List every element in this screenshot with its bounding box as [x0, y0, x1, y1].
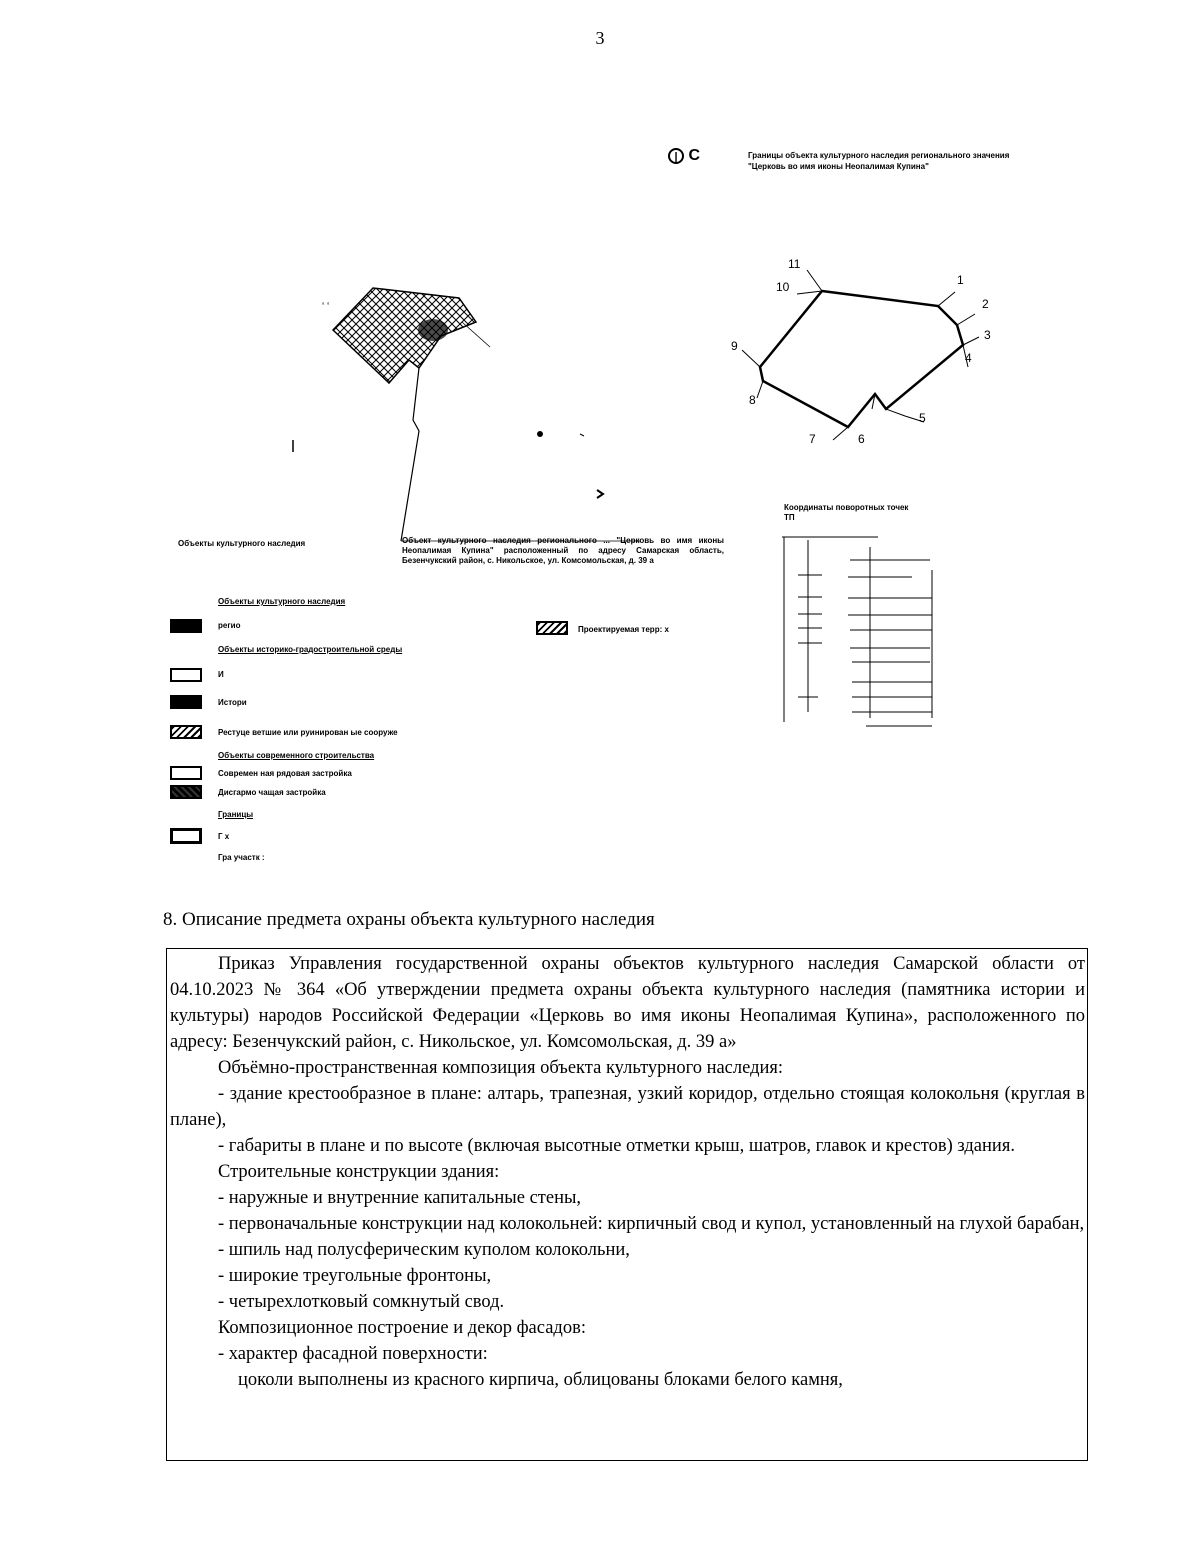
church-footprint — [418, 319, 448, 341]
okn-label: Объекты культурного наследия — [178, 539, 306, 548]
turn-point-11: 11 — [788, 257, 801, 271]
legend-swatch-history — [170, 695, 202, 709]
legend-swatch-border — [170, 828, 202, 844]
legend-swatch-i — [170, 668, 202, 682]
legend-swatch-modern — [170, 766, 202, 780]
turn-point-5: 5 — [919, 411, 926, 425]
coord-table-title: Координаты поворотных точек ТП — [784, 503, 909, 522]
svg-text:‘ ‘: ‘ ‘ — [322, 301, 330, 312]
structures-item-2: - первоначальные конструкции над колокольней: кирпичный свод и купол, установленный на глухой барабан, — [218, 1214, 1085, 1234]
structures-item-3: - шпиль над полусферическим куполом колокольни, — [218, 1240, 630, 1260]
legend-item-dissonant: Дисгармо чащая застройка — [218, 788, 326, 797]
facade-heading: Композиционное построение и декор фасадов: — [218, 1318, 586, 1338]
turn-point-9: 9 — [731, 339, 738, 353]
hatched-parcel — [333, 288, 476, 383]
boundary-title-line1: Границы объекта культурного наследия регионального значения — [748, 151, 1010, 160]
order-paragraph: Приказ Управления государственной охраны объектов культурного наследия Самарской области от 04.10.2023 № 364 «Об утверждении предмета охраны объекта культурного наследия (памятника истории и культуры) народов Российской Федерации «Церковь во имя иконы Неопалимая Купина», расположенного по адресу: Безенчукский район, с. Никольское, ул. Комсомольская, д. 39 а» — [170, 954, 1085, 1052]
north-label: С — [688, 147, 701, 164]
boundary-polygon — [760, 291, 963, 427]
turn-point-1: 1 — [957, 273, 964, 287]
volume-item-1: - здание крестообразное в плане: алтарь, трапезная, узкий коридор, отдельно стоящая колокольня (круглая в плане), — [170, 1084, 1085, 1130]
legend-swatch-dissonant — [170, 785, 202, 799]
compass-north-icon: | — [668, 148, 684, 164]
boundary-title-line2: "Церковь во имя иконы Неопалимая Купина" — [748, 162, 929, 171]
coordinates-table — [782, 537, 932, 726]
structures-item-1: - наружные и внутренние капитальные стены, — [218, 1188, 582, 1208]
page-number: 3 — [595, 28, 605, 48]
volume-heading: Объёмно-пространственная композиция объекта культурного наследия: — [218, 1058, 784, 1078]
structures-heading: Строительные конструкции здания: — [218, 1162, 500, 1182]
turn-point-3: 3 — [984, 328, 991, 342]
structures-item-5: - четырехлотковый сомкнутый свод. — [218, 1292, 505, 1312]
legend-swatch-restored — [170, 725, 202, 739]
turn-point-10: 10 — [776, 280, 790, 294]
structures-item-4: - широкие треугольные фронтоны, — [218, 1266, 492, 1286]
turn-point-labels — [731, 257, 991, 446]
legend-item-projected: Проектируемая терр: х — [578, 625, 669, 634]
object-description: Объект культурного наследия регионального ... "Церковь во имя иконы Неопалимая Купина" расположенный по адресу Самарская область, Безенчукский район, с. Никольское, ул. Комсомольская, д. 39 а — [402, 536, 724, 565]
legend-item-i: И — [218, 670, 224, 679]
protection-subject-text — [166, 948, 1088, 1461]
legend-item-regional: регио — [218, 621, 241, 630]
legend-item-modern: Современ ная рядовая застройка — [218, 769, 352, 778]
turn-point-6: 6 — [858, 432, 865, 446]
legend-heading-history: Объекты историко-градостроительной среды — [218, 645, 403, 654]
facade-item-1: - характер фасадной поверхности: — [218, 1344, 488, 1364]
leader-line — [401, 368, 419, 541]
turn-point-2: 2 — [982, 297, 989, 311]
volume-item-2: - габариты в плане и по высоте (включая высотные отметки крыш, шатров, главок и крестов) здания. — [218, 1136, 1015, 1156]
legend-item-history: Истори — [218, 698, 247, 707]
section-heading: 8. Описание предмета охраны объекта культурного наследия — [163, 909, 655, 930]
turn-point-8: 8 — [749, 393, 756, 407]
legend-item-border2: Гра участк : — [218, 853, 265, 862]
legend-heading-borders: Границы — [218, 810, 254, 819]
legend-swatch-projected — [536, 621, 568, 635]
legend-heading-okn: Объекты культурного наследия — [218, 597, 346, 606]
turn-point-4: 4 — [965, 351, 972, 365]
legend-item-restored: Рестуце ветшие или руинирован ые сооруже — [218, 728, 398, 737]
legend-item-border1: Г х — [218, 832, 230, 841]
legend-swatch-regional — [170, 619, 202, 633]
legend-heading-modern: Объекты современного строительства — [218, 751, 375, 760]
turn-point-7: 7 — [809, 432, 816, 446]
facade-item-2: цоколи выполнены из красного кирпича, облицованы блоками белого камня, — [238, 1370, 843, 1390]
